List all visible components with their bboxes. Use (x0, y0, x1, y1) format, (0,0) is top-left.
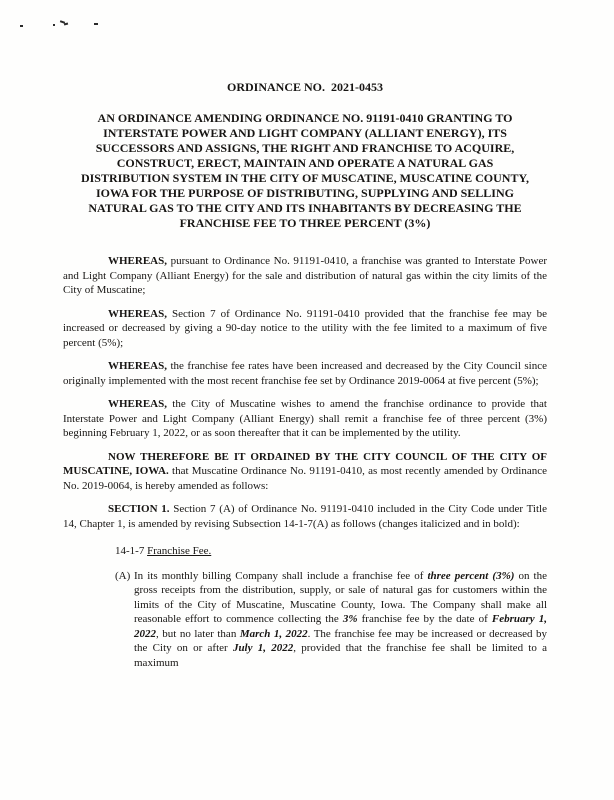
clause-a-label: (A) (115, 569, 131, 582)
paragraph-now-therefore: NOW THEREFORE BE IT ORDAINED BY THE CITY COUNCIL OF THE CITY OF MUSCATINE, IOWA. that Muscatine Ordinance No. 91191-0410, as most recently amended by Ordinance No. 2019-0064, is hereby amended as follows: (63, 450, 547, 492)
code-section-number: 14-1-7 (115, 545, 148, 557)
scanner-speck (20, 25, 23, 27)
paragraph-whereas-2: WHEREAS, Section 7 of Ordinance No. 91191-0410 provided that the franchise fee may be increased or decreased by giving a 90-day notice to the utility with the fee limited to a maximum of five percent (5%); (63, 307, 547, 349)
code-section-heading (115, 544, 547, 559)
paragraph-whereas-4: WHEREAS, the City of Muscatine wishes to amend the franchise ordinance to provide that Interstate Power and Light Company (Alliant Energy) shall remit a franchise fee of three percent (3%) beginning February 1, 2022, or as soon thereafter that it can be implemented by the utility. (63, 398, 547, 439)
ordinance-number-heading: ORDINANCE NO. 2021-0453 (227, 80, 383, 94)
paragraph-section-1: SECTION 1. Section 7 (A) of Ordinance No. 91191-0410 included in the City Code under Title 14, Chapter 1, is amended by revising Subsection 14-1-7(A) as follows (changes italicized and in bold): (63, 503, 547, 530)
paragraph-whereas-1: WHEREAS, pursuant to Ordinance No. 91191-0410, a franchise was granted to Interstate Power and Light Company (Alliant Energy) for the sale and distribution of natural gas within the city limits of the City of Muscatine; (63, 255, 547, 296)
document-content (63, 80, 547, 670)
ordinance-title: AN ORDINANCE AMENDING ORDINANCE NO. 91191-0410 GRANTING TO INTERSTATE POWER AND LIGHT COMPANY (ALLIANT ENERGY), ITS SUCCESSORS AND ASSIGNS, THE RIGHT AND FRANCHISE TO ACQUIRE, CONSTRUCT, ERECT, MAINTAIN AND OPERATE A NATURAL GAS DISTRIBUTION SYSTEM IN THE CITY OF MUSCATINE, MUSCATINE COUNTY, IOWA FOR THE PURPOSE OF DISTRIBUTING, SUPPLYING AND SELLING NATURAL GAS TO THE CITY AND ITS INHABITANTS BY DECREASING THE FRANCHISE FEE TO THREE PERCENT (3%) (80, 111, 530, 230)
paragraph-whereas-3: WHEREAS, the franchise fee rates have been increased and decreased by the City Council since originally implemented with the most recent franchise fee set by Ordinance 2019-0064 at five percent (5%); (63, 360, 547, 387)
scanner-speck (94, 23, 98, 25)
clause-a (115, 569, 547, 671)
scanner-speck (53, 24, 55, 26)
code-section-title: Franchise Fee. (147, 545, 212, 557)
scanner-speck (64, 23, 68, 26)
clause-a-text: In its monthly billing Company shall include a franchise fee of three percent (3%) on the gross receipts from the distribution, supply, or sale of natural gas for customers within the limits of the City of Muscatine, Muscatine County, Iowa. The Company shall make all reasonable effort to commence collecting the 3% franchise fee by the date of February 1, 2022, but no later than March 1, 2022. The franchise fee may be increased or decreased by the City on or after July 1, 2022, provided that the franchise fee shall be limited to a maximum (134, 569, 547, 669)
